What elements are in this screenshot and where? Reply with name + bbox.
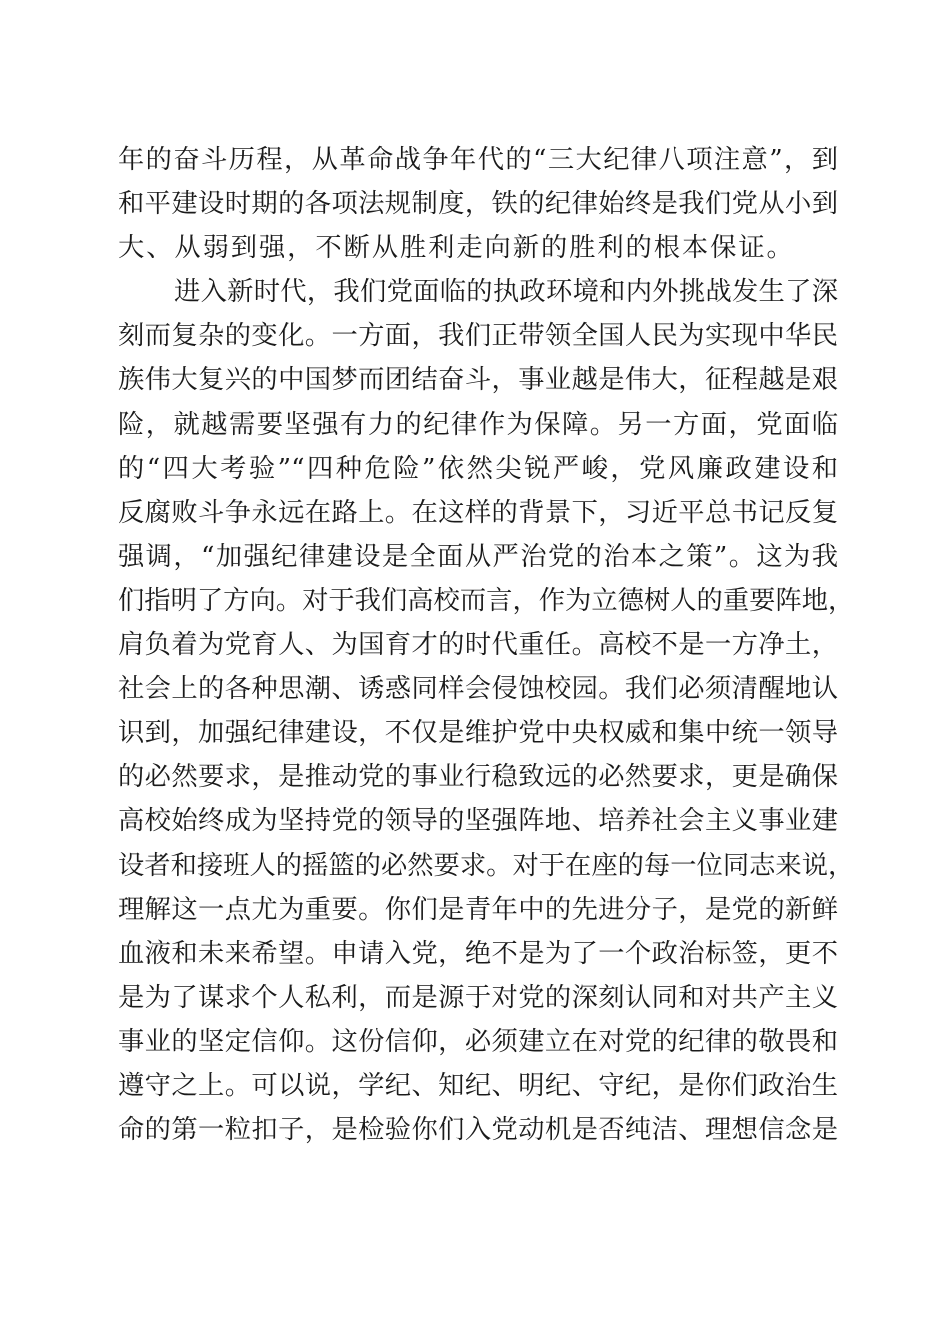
text-line: 社会上的各种思潮、诱惑同样会侵蚀校园。我们必须清醒地认 [118,674,838,705]
text-line: 事业的坚定信仰。这份信仰，必须建立在对党的纪律的敬畏和 [118,1026,838,1057]
text-line: 识到，加强纪律建设，不仅是维护党中央权威和集中统一领导 [118,718,838,749]
text-line: 强调，“加强纪律建设是全面从严治党的治本之策”。这为我 [118,541,838,572]
text-line: 的“四大考验”“四种危险”依然尖锐严峻，党风廉政建设和 [118,453,838,484]
text-line: 族伟大复兴的中国梦而团结奋斗，事业越是伟大，征程越是艰 [118,365,838,396]
text-line: 的必然要求，是推动党的事业行稳致远的必然要求，更是确保 [118,762,838,793]
text-line: 们指明了方向。对于我们高校而言，作为立德树人的重要阵地， [118,585,855,616]
text-line: 血液和未来希望。申请入党，绝不是为了一个政治标签，更不 [118,938,838,969]
text-line: 命的第一粒扣子，是检验你们入党动机是否纯洁、理想信念是 [118,1115,838,1146]
text-line: 反腐败斗争永远在路上。在这样的背景下，习近平总书记反复 [118,497,838,528]
text-line: 设者和接班人的摇篮的必然要求。对于在座的每一位同志来说， [118,850,855,881]
text-line: 理解这一点尤为重要。你们是青年中的先进分子，是党的新鲜 [118,894,838,925]
text-line: 大、从弱到强，不断从胜利走向新的胜利的根本保证。 [118,233,795,264]
text-line: 险，就越需要坚强有力的纪律作为保障。另一方面，党面临 [118,409,838,440]
text-line: 和平建设时期的各项法规制度，铁的纪律始终是我们党从小到 [118,189,838,220]
text-line: 进入新时代，我们党面临的执政环境和内外挑战发生了深 [174,277,838,308]
body-text [118,138,855,1196]
text-line: 高校始终成为坚持党的领导的坚强阵地、培养社会主义事业建 [118,806,838,837]
text-line: 刻而复杂的变化。一方面，我们正带领全国人民为实现中华民 [118,321,838,352]
text-line: 肩负着为党育人、为国育才的时代重任。高校不是一方净土， [118,630,838,661]
text-line: 年的奋斗历程，从革命战争年代的“三大纪律八项注意”，到 [118,145,838,175]
paragraph [118,138,838,270]
text-line: 是为了谋求个人私利，而是源于对党的深刻认同和对共产主义 [118,982,838,1013]
text-line [118,1152,838,1196]
paragraph [118,270,855,1196]
text-line: 遵守之上。可以说，学纪、知纪、明纪、守纪，是你们政治生 [118,1070,838,1101]
